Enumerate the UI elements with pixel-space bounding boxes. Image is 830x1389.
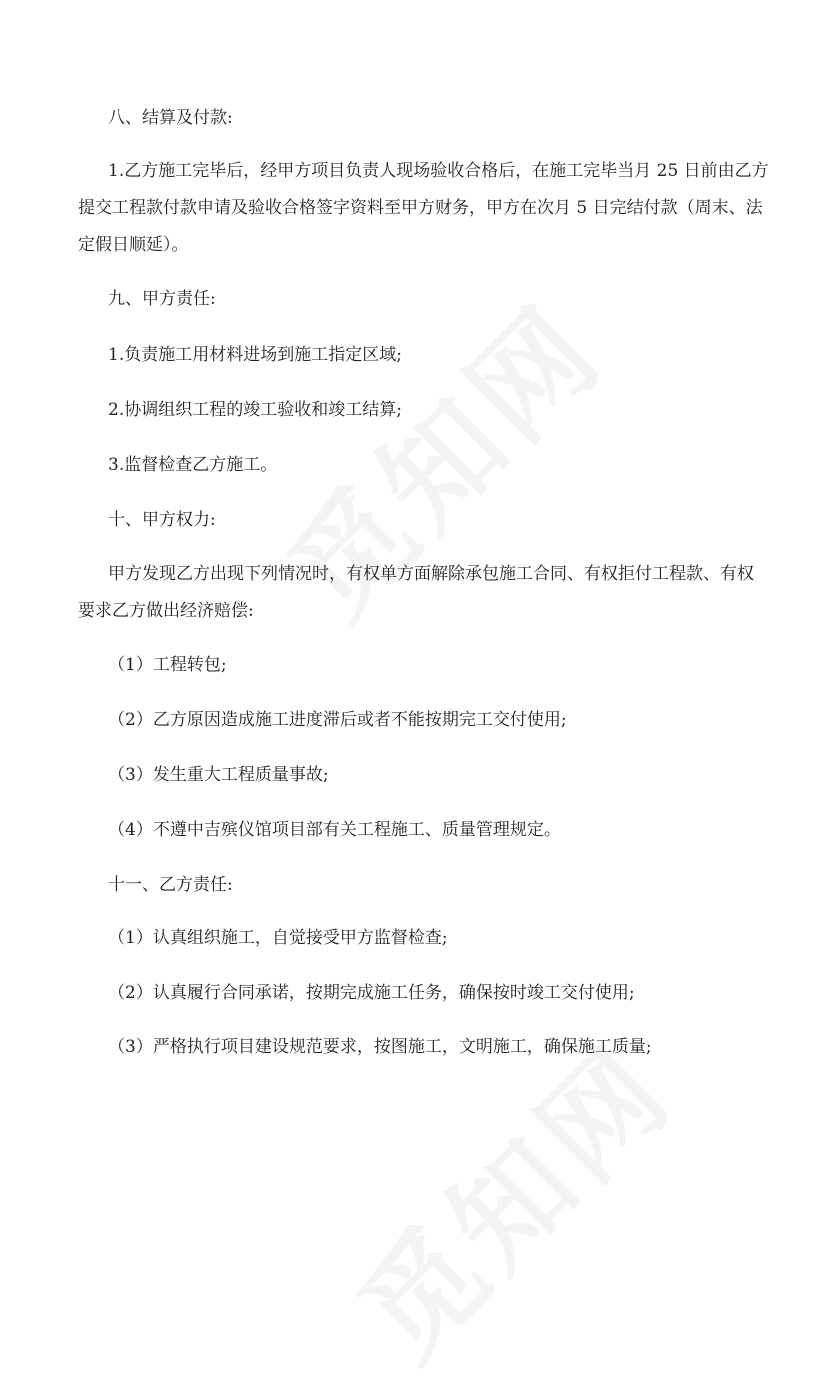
list-item: （1）工程转包; [108,655,227,675]
list-item: （3）发生重大工程质量事故; [108,765,329,785]
paragraph-line: 1.乙方施工完毕后，经甲方项目负责人现场验收合格后，在施工完毕当月 25 日前由乙方 [108,161,769,181]
list-item: （3）严格执行项目建设规范要求，按图施工，文明施工，确保施工质量; [108,1037,652,1057]
rights-paragraph [78,556,754,630]
list-item: （1）认真组织施工，自觉接受甲方监督检查; [108,928,448,948]
list-item: （2）乙方原因造成施工进度滞后或者不能按期完工交付使用; [108,710,567,730]
watermark [315,1001,703,1389]
paragraph-line: 定假日顺延）。 [78,235,189,255]
list-item: （2）认真履行合同承诺，按期完成施工任务，确保按时竣工交付使用; [108,983,635,1003]
list-item: （4）不遵中吉殡仪馆项目部有关工程施工、质量管理规定。 [108,820,561,840]
paragraph-line: 要求乙方做出经济赔偿: [78,601,254,621]
settlement-paragraph [78,153,769,264]
section-heading-settlement: 八、结算及付款: [108,108,233,128]
paragraph-line: 甲方发现乙方出现下列情况时，有权单方面解除承包施工合同、有权拒付工程款、有权 [108,564,754,584]
section-heading-party-a-rights: 十、甲方权力: [108,510,216,530]
list-item: 2.协调组织工程的竣工验收和竣工结算; [108,400,402,420]
list-item: 3.监督检查乙方施工。 [108,455,278,475]
section-heading-party-a-duties: 九、甲方责任: [108,289,216,309]
section-heading-party-b-duties: 十一、乙方责任: [108,875,233,895]
list-item: 1.负责施工用材料进场到施工指定区域; [108,345,402,365]
paragraph-line: 提交工程款付款申请及验收合格签字资料至甲方财务，甲方在次月 5 日完结付款（周末、法 [78,198,763,218]
